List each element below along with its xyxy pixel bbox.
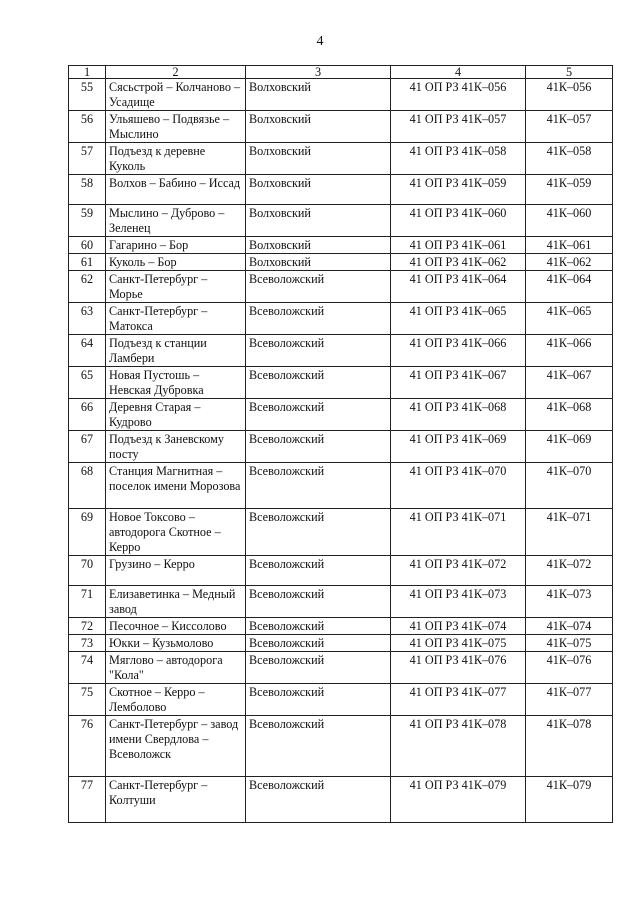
table-row — [69, 143, 613, 175]
road-id-short: 41К–078 — [526, 716, 613, 777]
row-number: 64 — [69, 335, 106, 367]
table-row — [69, 254, 613, 271]
table-row — [69, 463, 613, 509]
road-name: Станция Магнитная – поселок имени Морозова — [106, 463, 246, 509]
row-number: 70 — [69, 556, 106, 586]
row-number: 62 — [69, 271, 106, 303]
table-row — [69, 367, 613, 399]
table-row — [69, 716, 613, 777]
district: Всеволожский — [246, 335, 391, 367]
row-number: 63 — [69, 303, 106, 335]
road-id-short: 41К–074 — [526, 618, 613, 635]
road-name: Куколь – Бор — [106, 254, 246, 271]
district: Волховский — [246, 79, 391, 111]
road-id-full: 41 ОП РЗ 41К–067 — [391, 367, 526, 399]
road-name: Новая Пустошь – Невская Дубровка — [106, 367, 246, 399]
district: Волховский — [246, 205, 391, 237]
district: Всеволожский — [246, 271, 391, 303]
row-number: 77 — [69, 777, 106, 823]
road-name: Юкки – Кузьмолово — [106, 635, 246, 652]
district: Всеволожский — [246, 586, 391, 618]
road-name: Подъезд к деревне Куколь — [106, 143, 246, 175]
roads-table — [68, 65, 613, 823]
road-name: Санкт-Петербург – Матокса — [106, 303, 246, 335]
table-row — [69, 271, 613, 303]
road-id-short: 41К–065 — [526, 303, 613, 335]
district: Всеволожский — [246, 303, 391, 335]
table-row — [69, 237, 613, 254]
road-id-short: 41К–067 — [526, 367, 613, 399]
road-id-short: 41К–070 — [526, 463, 613, 509]
row-number: 56 — [69, 111, 106, 143]
road-id-full: 41 ОП РЗ 41К–073 — [391, 586, 526, 618]
road-id-short: 41К–066 — [526, 335, 613, 367]
table-row — [69, 79, 613, 111]
road-id-full: 41 ОП РЗ 41К–079 — [391, 777, 526, 823]
road-id-short: 41К–079 — [526, 777, 613, 823]
road-id-full: 41 ОП РЗ 41К–069 — [391, 431, 526, 463]
road-id-short: 41К–062 — [526, 254, 613, 271]
page-number: 4 — [316, 34, 324, 49]
road-id-short: 41К–057 — [526, 111, 613, 143]
district: Всеволожский — [246, 652, 391, 684]
road-id-full: 41 ОП РЗ 41К–071 — [391, 509, 526, 556]
table-row — [69, 303, 613, 335]
road-id-short: 41К–056 — [526, 79, 613, 111]
district: Волховский — [246, 111, 391, 143]
header-cell: 3 — [246, 66, 391, 79]
row-number: 61 — [69, 254, 106, 271]
district: Всеволожский — [246, 556, 391, 586]
road-id-full: 41 ОП РЗ 41К–056 — [391, 79, 526, 111]
district: Всеволожский — [246, 684, 391, 716]
road-id-short: 41К–059 — [526, 175, 613, 205]
table-row — [69, 431, 613, 463]
row-number: 76 — [69, 716, 106, 777]
road-id-full: 41 ОП РЗ 41К–072 — [391, 556, 526, 586]
row-number: 72 — [69, 618, 106, 635]
table-row — [69, 777, 613, 823]
road-name: Новое Токсово – автодорога Скотное – Керро — [106, 509, 246, 556]
table-row — [69, 175, 613, 205]
road-id-full: 41 ОП РЗ 41К–057 — [391, 111, 526, 143]
road-id-short: 41К–076 — [526, 652, 613, 684]
district: Всеволожский — [246, 716, 391, 777]
row-number: 75 — [69, 684, 106, 716]
row-number: 65 — [69, 367, 106, 399]
road-id-short: 41К–071 — [526, 509, 613, 556]
table-row — [69, 509, 613, 556]
district: Волховский — [246, 143, 391, 175]
road-name: Сясьстрой – Колчаново – Усадище — [106, 79, 246, 111]
road-id-short: 41К–072 — [526, 556, 613, 586]
road-name: Елизаветинка – Медный завод — [106, 586, 246, 618]
row-number: 73 — [69, 635, 106, 652]
road-id-short: 41К–064 — [526, 271, 613, 303]
table-row — [69, 399, 613, 431]
road-id-short: 41К–068 — [526, 399, 613, 431]
road-id-short: 41К–061 — [526, 237, 613, 254]
road-name: Санкт-Петербург – Морье — [106, 271, 246, 303]
road-name: Ульяшево – Подвязье – Мыслино — [106, 111, 246, 143]
road-name: Мыслино – Дуброво – Зеленец — [106, 205, 246, 237]
row-number: 59 — [69, 205, 106, 237]
road-id-full: 41 ОП РЗ 41К–078 — [391, 716, 526, 777]
road-id-full: 41 ОП РЗ 41К–077 — [391, 684, 526, 716]
road-id-full: 41 ОП РЗ 41К–058 — [391, 143, 526, 175]
table-row — [69, 635, 613, 652]
row-number: 67 — [69, 431, 106, 463]
road-name: Мяглово – автодорога "Кола" — [106, 652, 246, 684]
road-id-short: 41К–077 — [526, 684, 613, 716]
table-row — [69, 684, 613, 716]
table-row — [69, 205, 613, 237]
road-name: Деревня Старая – Кудрово — [106, 399, 246, 431]
district: Всеволожский — [246, 635, 391, 652]
row-number: 57 — [69, 143, 106, 175]
road-id-short: 41К–073 — [526, 586, 613, 618]
road-name: Грузино – Керро — [106, 556, 246, 586]
table-row — [69, 586, 613, 618]
road-name: Санкт-Петербург – завод имени Свердлова – Всеволожск — [106, 716, 246, 777]
table-row — [69, 335, 613, 367]
road-id-full: 41 ОП РЗ 41К–065 — [391, 303, 526, 335]
road-id-full: 41 ОП РЗ 41К–076 — [391, 652, 526, 684]
table-row — [69, 618, 613, 635]
road-name: Песочное – Киссолово — [106, 618, 246, 635]
row-number: 55 — [69, 79, 106, 111]
road-name: Санкт-Петербург – Колтуши — [106, 777, 246, 823]
road-id-short: 41К–058 — [526, 143, 613, 175]
road-id-short: 41К–075 — [526, 635, 613, 652]
road-id-full: 41 ОП РЗ 41К–066 — [391, 335, 526, 367]
road-id-full: 41 ОП РЗ 41К–074 — [391, 618, 526, 635]
road-id-full: 41 ОП РЗ 41К–068 — [391, 399, 526, 431]
header-cell: 2 — [106, 66, 246, 79]
road-name: Подъезд к Заневскому посту — [106, 431, 246, 463]
road-id-full: 41 ОП РЗ 41К–064 — [391, 271, 526, 303]
district: Всеволожский — [246, 431, 391, 463]
district: Всеволожский — [246, 509, 391, 556]
road-id-short: 41К–060 — [526, 205, 613, 237]
road-name: Подъезд к станции Ламбери — [106, 335, 246, 367]
table-row — [69, 111, 613, 143]
district: Волховский — [246, 237, 391, 254]
header-cell: 4 — [391, 66, 526, 79]
road-id-full: 41 ОП РЗ 41К–070 — [391, 463, 526, 509]
road-id-full: 41 ОП РЗ 41К–059 — [391, 175, 526, 205]
row-number: 69 — [69, 509, 106, 556]
district: Всеволожский — [246, 399, 391, 431]
road-name: Скотное – Керро – Лемболово — [106, 684, 246, 716]
header-row — [69, 66, 613, 79]
road-id-short: 41К–069 — [526, 431, 613, 463]
district: Волховский — [246, 175, 391, 205]
row-number: 68 — [69, 463, 106, 509]
district: Волховский — [246, 254, 391, 271]
table-row — [69, 556, 613, 586]
row-number: 74 — [69, 652, 106, 684]
district: Всеволожский — [246, 367, 391, 399]
row-number: 58 — [69, 175, 106, 205]
row-number: 60 — [69, 237, 106, 254]
header-cell: 5 — [526, 66, 613, 79]
district: Всеволожский — [246, 777, 391, 823]
road-name: Гагарино – Бор — [106, 237, 246, 254]
row-number: 71 — [69, 586, 106, 618]
row-number: 66 — [69, 399, 106, 431]
header-cell: 1 — [69, 66, 106, 79]
road-name: Волхов – Бабино – Иссад — [106, 175, 246, 205]
road-id-full: 41 ОП РЗ 41К–060 — [391, 205, 526, 237]
district: Всеволожский — [246, 618, 391, 635]
road-id-full: 41 ОП РЗ 41К–062 — [391, 254, 526, 271]
road-id-full: 41 ОП РЗ 41К–075 — [391, 635, 526, 652]
district: Всеволожский — [246, 463, 391, 509]
table-row — [69, 652, 613, 684]
road-id-full: 41 ОП РЗ 41К–061 — [391, 237, 526, 254]
